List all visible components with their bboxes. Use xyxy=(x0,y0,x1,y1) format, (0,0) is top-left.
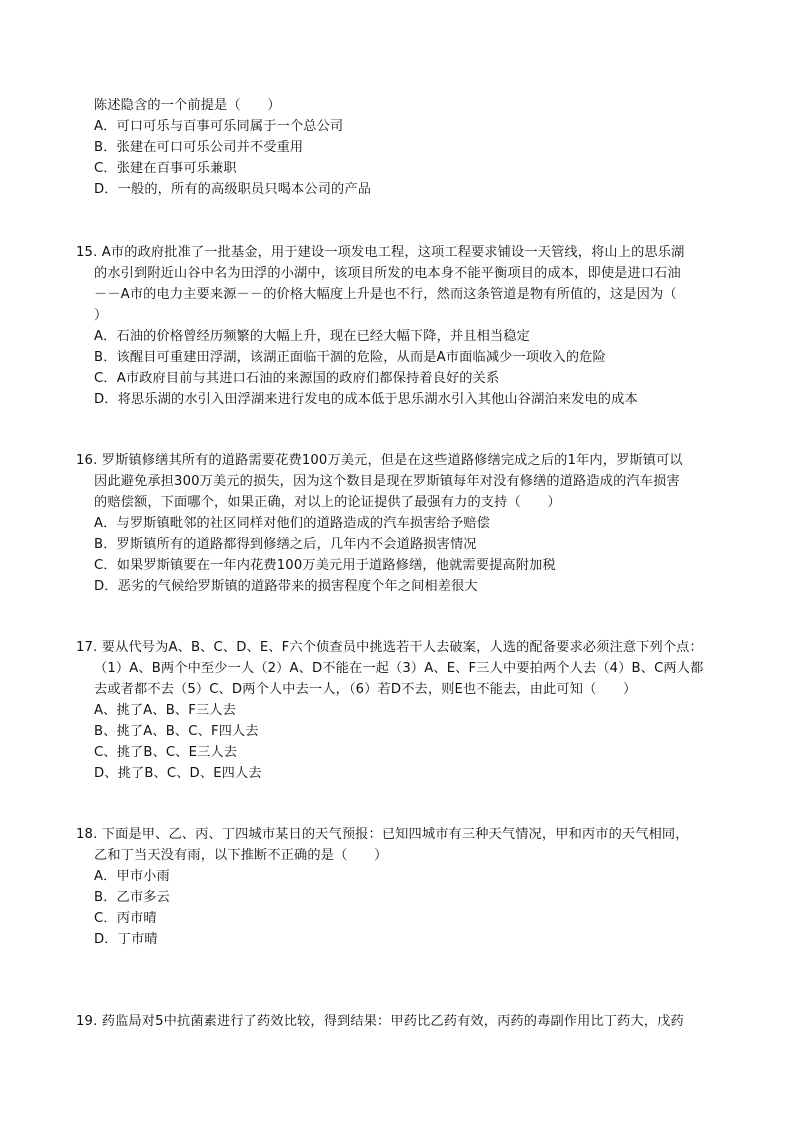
q18-option-d: D．丁市晴 xyxy=(94,932,158,947)
q18-stem-line-1: 18. 下面是甲、乙、丙、丁四城市某日的天气预报：已知四城市有三种天气情况，甲和丙市的天气相同， xyxy=(76,827,689,842)
q18-option-a: A．甲市小雨 xyxy=(94,869,170,884)
q14-option-a: A．可口可乐与百事可乐同属于一个总公司 xyxy=(94,119,344,134)
q16-option-b: B．罗斯镇所有的道路都得到修缮之后，几年内不会道路损害情况 xyxy=(94,537,477,552)
q17-option-c: C、挑了B、C、E三人去 xyxy=(94,745,238,760)
q14-option-b: B．张建在可口可乐公司并不受重用 xyxy=(94,140,304,155)
q14-option-d: D．一般的，所有的高级职员只喝本公司的产品 xyxy=(94,182,372,197)
q14-stem-tail: 陈述隐含的一个前提是（ ） xyxy=(94,98,281,113)
q17-stem-line-1: 17. 要从代号为A、B、C、D、E、F六个侦查员中挑选若干人去破案，人选的配备要求必须注意下列个点： xyxy=(76,640,703,655)
q19-stem-line-1: 19. 药监局对5中抗菌素进行了药效比较，得到结果：甲药比乙药有效，丙药的毒副作用比丁药大，戊药 xyxy=(76,1014,684,1029)
q17-option-d: D、挑了B、C、D、E四人去 xyxy=(94,766,262,781)
q15-option-d: D．将思乐湖的水引入田浮湖来进行发电的成本低于思乐湖水引入其他山谷湖泊来发电的成本 xyxy=(94,392,638,407)
q18-option-c: C．丙市晴 xyxy=(94,911,157,926)
q15-option-b: B．该醒目可重建田浮湖，该湖正面临干涸的危险，从而是A市面临减少一项收入的危险 xyxy=(94,350,606,365)
q15-option-c: C．A市政府目前与其进口石油的来源国的政府们都保持着良好的关系 xyxy=(94,371,500,386)
q17-option-a: A、挑了A、B、F三人去 xyxy=(94,703,236,718)
q17-option-b: B、挑了A、B、C、F四人去 xyxy=(94,724,259,739)
q16-option-c: C．如果罗斯镇要在一年内花费100万美元用于道路修缮，他就需要提高附加税 xyxy=(94,558,556,573)
q16-option-d: D．恶劣的气候给罗斯镇的道路带来的损害程度个年之间相差很大 xyxy=(94,579,478,594)
q18-option-b: B．乙市多云 xyxy=(94,890,170,905)
q15-stem-line-1: 15. A市的政府批准了一批基金，用于建设一项发电工程，这项工程要求铺设一天管线，将山上的思乐湖 xyxy=(76,245,685,260)
q16-option-a: A．与罗斯镇毗邻的社区同样对他们的道路造成的汽车损害给予赔偿 xyxy=(94,516,490,531)
q16-stem-line-2: 因此避免承担300万美元的损失，因为这个数目是现在罗斯镇每年对没有修缮的道路造成的汽车损害 xyxy=(94,474,680,489)
q15-stem-line-3: －－A市的电力主要来源－－的价格大幅度上升是也不行，然而这条管道是物有所值的，这是因为（ xyxy=(94,287,677,302)
q18-stem-line-2: 乙和丁当天没有雨，以下推断不正确的是（ ） xyxy=(94,848,388,863)
q16-stem-line-1: 16. 罗斯镇修缮其所有的道路需要花费100万美元，但是在这些道路修缮完成之后的1年内，罗斯镇可以 xyxy=(76,453,683,468)
q17-stem-line-2: （1）A、B两个中至少一人（2）A、D不能在一起（3）A、E、F三人中要拍两个人去（4）B、C两人都 xyxy=(94,661,704,676)
q14-option-c: C．张建在百事可乐兼职 xyxy=(94,161,237,176)
q16-stem-line-3: 的赔偿额，下面哪个，如果正确，对以上的论证提供了最强有力的支持（ ） xyxy=(94,495,561,510)
q15-stem-line-4: ） xyxy=(94,308,108,323)
q15-stem-line-2: 的水引到附近山谷中名为田浮的小湖中，该项目所发的电本身不能平衡项目的成本，即使是进口石油 xyxy=(94,266,681,281)
q15-option-a: A．石油的价格曾经历频繁的大幅上升，现在已经大幅下降，并且相当稳定 xyxy=(94,329,530,344)
q17-stem-line-3: 去或者都不去（5）C、D两个人中去一人，（6）若D不去，则E也不能去，由此可知（ ） xyxy=(94,682,637,697)
